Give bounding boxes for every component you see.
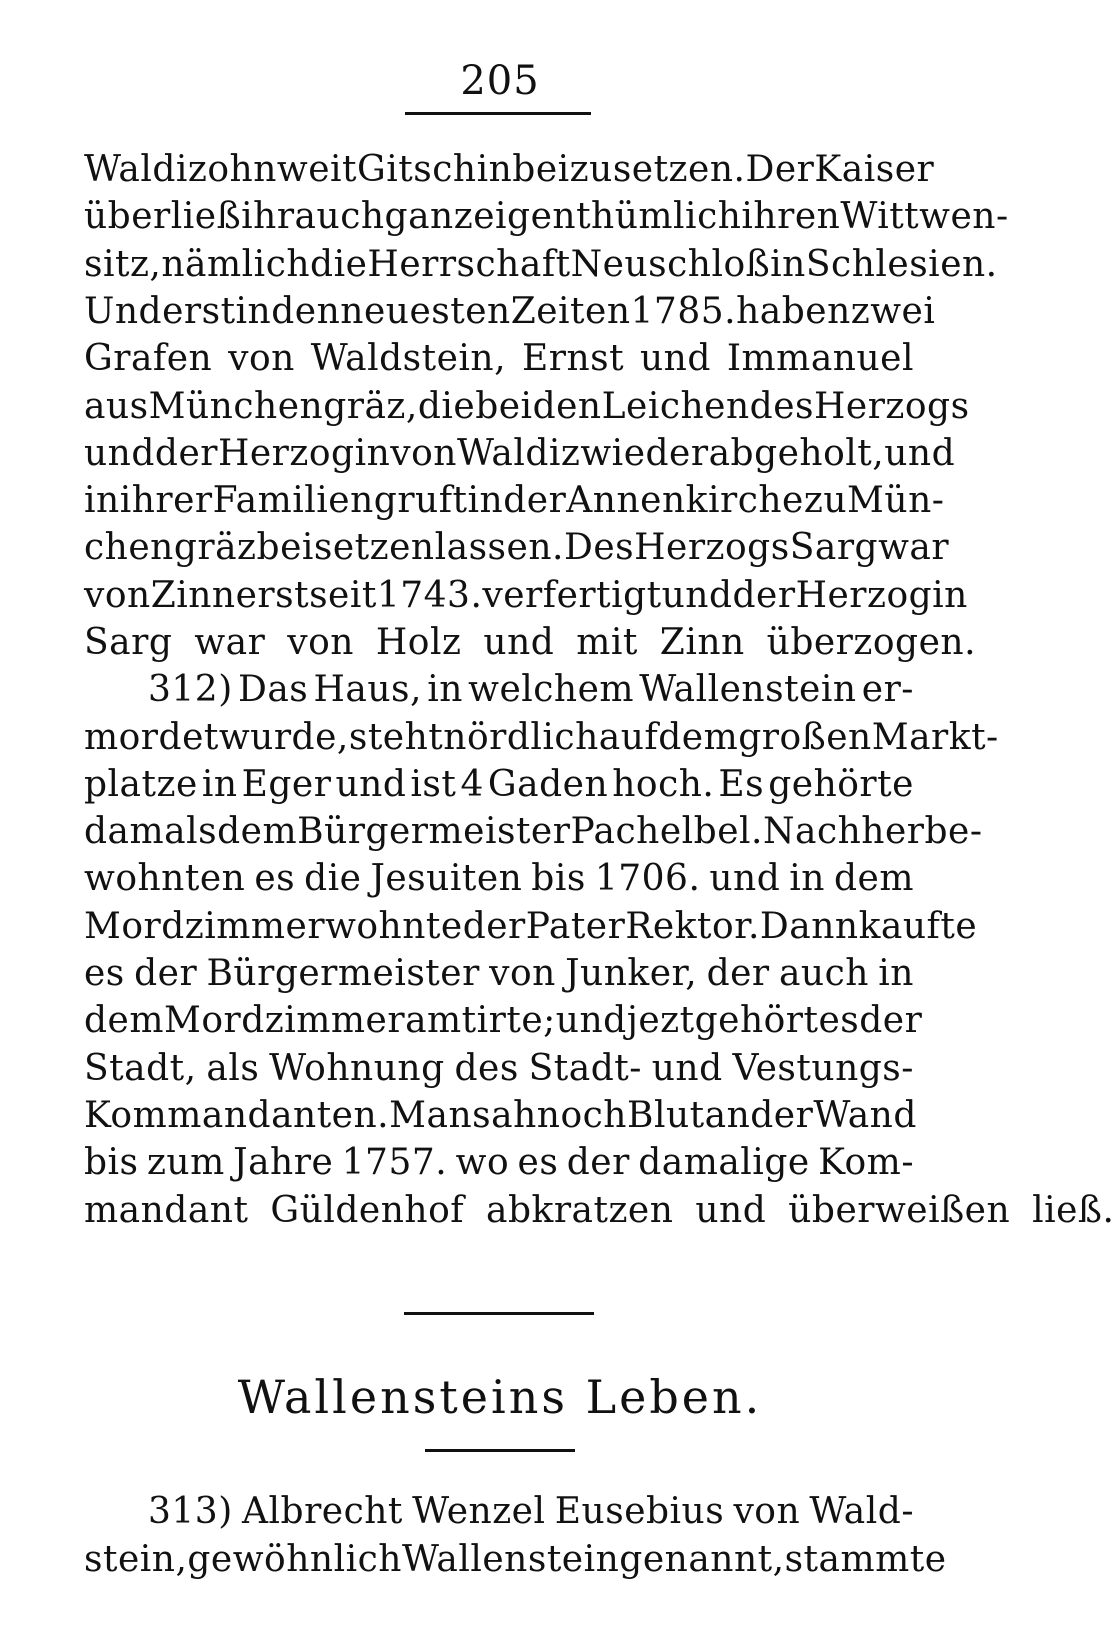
text-line: 313) Albrecht Wenzel Eusebius von Wald- (148, 1491, 914, 1532)
text-line: damals dem Bürgermeister Pachelbel. Nachher be- (84, 811, 983, 852)
text-line: Kommandanten. Man sah noch Blut an der Wand (84, 1095, 917, 1136)
text-line: chengräz beisetzen lassen. Des Herzogs Sarg war (84, 527, 950, 568)
text-line: sitz, nämlich die Herrschaft Neuschloß in Schlesien. (84, 244, 998, 285)
text-line: und der Herzogin von Waldiz wieder abgeholt, und (84, 433, 956, 474)
text-line: Mordzimmer wohnte der Pater Rektor. Dann kaufte (84, 906, 978, 947)
text-line: dem Mordzimmer amtirte; und jezt gehört es der (84, 1000, 923, 1041)
text-line: es der Bürgermeister von Junker, der auch in (84, 953, 914, 994)
text-line: platze in Eger und ist 4 Gaden hoch. Es gehörte (84, 764, 914, 805)
text-line: überließ ihr auch ganz eigenthümlich ihren Wittwen- (84, 196, 1009, 237)
heading-rule (425, 1449, 575, 1452)
text-line: bis zum Jahre 1757. wo es der damalige Kom- (84, 1142, 914, 1183)
top-rule (405, 112, 591, 115)
text-line: mandant Güldenhof abkratzen und überweißen ließ. (84, 1190, 1114, 1231)
text-line: in ihrer Familiengruft in der Annenkirche zu Mün- (84, 480, 945, 521)
text-line: aus Münchengräz, die beiden Leichen des Herzogs (84, 386, 970, 427)
text-line: Und erst in den neuesten Zeiten 1785. haben zwei (84, 291, 936, 332)
section-heading: Wallensteins Leben. (237, 1370, 763, 1424)
section-rule (404, 1312, 594, 1315)
page-number: 205 (460, 58, 540, 104)
text-line: von Zinn erst seit 1743. verfertigt und der Herzogin (84, 575, 968, 616)
text-line: wohnten es die Jesuiten bis 1706. und in dem (84, 858, 914, 899)
text-line: mordet wurde, steht nördlich auf dem großen Markt- (84, 717, 999, 758)
text-line: Grafen von Waldstein, Ernst und Immanuel (84, 338, 914, 379)
text-line: Stadt, als Wohnung des Stadt- und Vestungs- (84, 1048, 914, 1089)
text-line: Waldiz ohnweit Gitschin beizusetzen. Der Kaiser (84, 149, 935, 190)
text-line: Sarg war von Holz und mit Zinn überzogen. (84, 622, 977, 663)
text-line: stein, gewöhnlich Wallenstein genannt, stammte (84, 1539, 947, 1580)
text-line: 312) Das Haus, in welchem Wallenstein er- (148, 669, 914, 710)
